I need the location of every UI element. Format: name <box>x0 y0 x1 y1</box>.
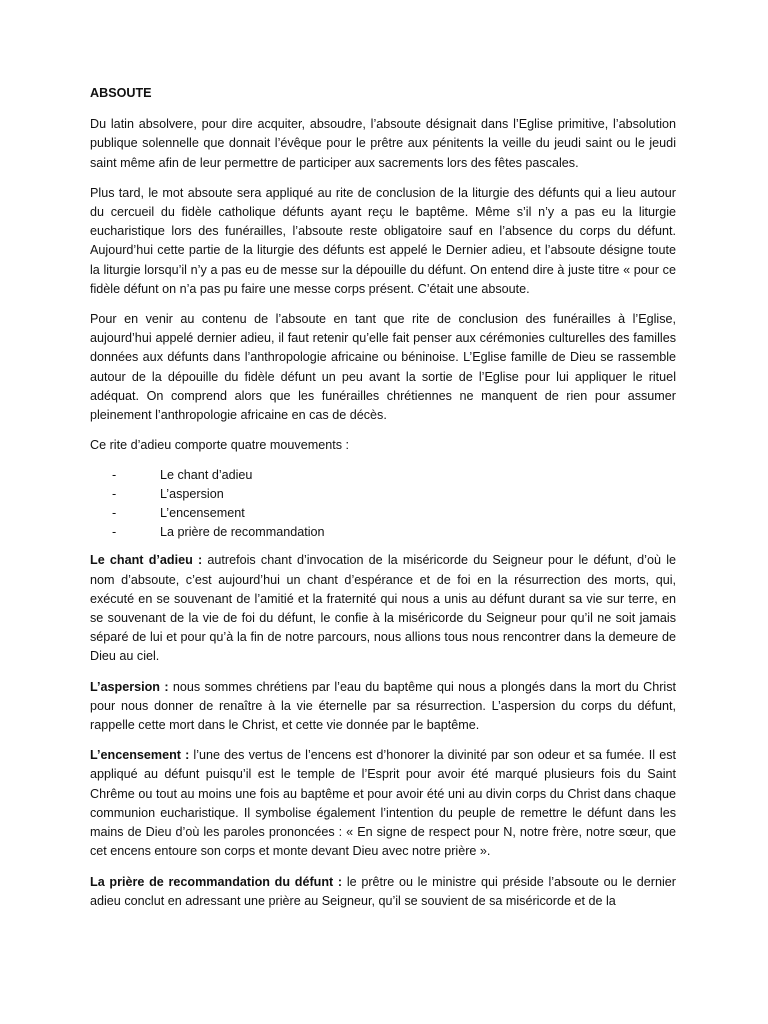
document-page <box>90 84 676 922</box>
list-item <box>112 504 676 523</box>
list-item-label: L’aspersion <box>160 487 224 502</box>
section-encensement <box>90 746 676 861</box>
section-text: l’une des vertus de l’encens est d’honorer la divinité par son odeur et sa fumée. Il est appliqué au défunt puisqu’il est le temple de l’Esprit pour avoir été marqué plusieurs fois du Saint Chrême ou tout au moins une fois au baptême et pour avoir été uni au divin corps du Christ dans chaque communion eucharistique. Il symbolise également l’intention du peuple de remettre le défunt dans les mains de Dieu d’où les paroles prononcées : « En signe de respect pour N, notre frère, notre sœur, que cet encens entoure son corps et monte devant Dieu avec notre prière ». <box>90 748 676 859</box>
section-aspersion <box>90 678 676 736</box>
section-text: nous sommes chrétiens par l’eau du baptême qui nous a plongés dans la mort du Christ pour nous donner de renaître à la vie éternelle par sa résurrection. L’aspersion du corps du défunt, rappelle cette mort dans le Christ, et cette vie donnée par le baptême. <box>90 679 676 733</box>
movements-list <box>90 466 676 542</box>
section-label: Le chant d’adieu : <box>90 553 203 568</box>
document-title: ABSOUTE <box>90 86 152 100</box>
section-label: L’aspersion : <box>90 679 169 694</box>
list-item <box>112 466 676 485</box>
paragraph-later-usage: Plus tard, le mot absoute sera appliqué au rite de conclusion de la liturgie des défunts qui a lieu autour du cercueil du fidèle catholique défunts ayant reçu le baptême. Même s’il n’y a pas eu la liturgie eucharistique lors des funérailles, l’absoute reste obligatoire sauf en l’absence du corps du défunt. Aujourd’hui cette partie de la liturgie des défunts est appelé le Dernier adieu, et l’absoute désigne toute la liturgie lorsqu’il n’y a pas eu de messe sur la dépouille du défunt. On entend dire à juste titre « pour ce fidèle défunt on n’a pas pu faire une messe corps présent. C’était une absoute. <box>90 185 676 296</box>
list-dash: - <box>112 506 117 521</box>
list-dash: - <box>112 487 117 502</box>
paragraph-movements-intro: Ce rite d’adieu comporte quatre mouvements : <box>90 438 350 453</box>
section-chant-adieu <box>90 551 676 666</box>
list-dash: - <box>112 468 117 483</box>
paragraph-origin: Du latin absolvere, pour dire acquiter, absoudre, l’absoute désignait dans l’Eglise primitive, l’absolution publique solennelle que donnait l’évêque pour le prêtre aux pénitents la veille du jeudi saint ou le jeudi saint même afin de leur permettre de participer aux sacrements lors des fêtes pascales. <box>90 117 676 170</box>
section-text: autrefois chant d’invocation de la miséricorde du Seigneur pour le défunt, d’où le nom d’absoute, c’est aujourd’hui un chant d’espérance et de foi en la résurrection des morts, qui, exécuté en se souvenant de l’amitié et la fraternité qui nous a unis au défunt durant sa vie sur terre, en se souvenant de la vie de foi du défunt, le confie à la miséricorde du Seigneur pour qu’il ne soit jamais séparé de lui et pour qu’à la fin de notre parcours, nous allions tous nous rencontrer dans la demeure de Dieu au ciel. <box>90 553 677 664</box>
list-item <box>112 485 676 504</box>
paragraph-content: Pour en venir au contenu de l’absoute en tant que rite de conclusion des funérailles à l’Eglise, aujourd’hui appelé dernier adieu, il faut retenir qu’elle fait penser aux cérémonies culturelles des familles données aux défunts dans l’anthropologie africaine ou béninoise. L’Eglise famille de Dieu se rassemble autour de la dépouille du fidèle défunt un peu avant la sortie de l’Eglise pour lui appliquer le rituel adéquat. On comprend alors que les funérailles chrétiennes ne manquent de rien pour assumer pleinement l’anthropologie africaine en cas de décès. <box>90 312 676 423</box>
list-dash: - <box>112 525 117 540</box>
section-label: La prière de recommandation du défunt : <box>90 874 343 889</box>
section-label: L’encensement : <box>90 748 190 763</box>
list-item <box>112 523 676 542</box>
list-item-label: La prière de recommandation <box>160 525 325 540</box>
section-text: le prêtre ou le ministre qui préside l’absoute ou le dernier adieu conclut en adressant une prière au Seigneur, qu’il se souvient de sa miséricorde et de la <box>90 874 676 908</box>
list-item-label: Le chant d’adieu <box>160 468 253 483</box>
list-item-label: L’encensement <box>160 506 245 521</box>
section-priere-recommandation <box>90 873 676 911</box>
